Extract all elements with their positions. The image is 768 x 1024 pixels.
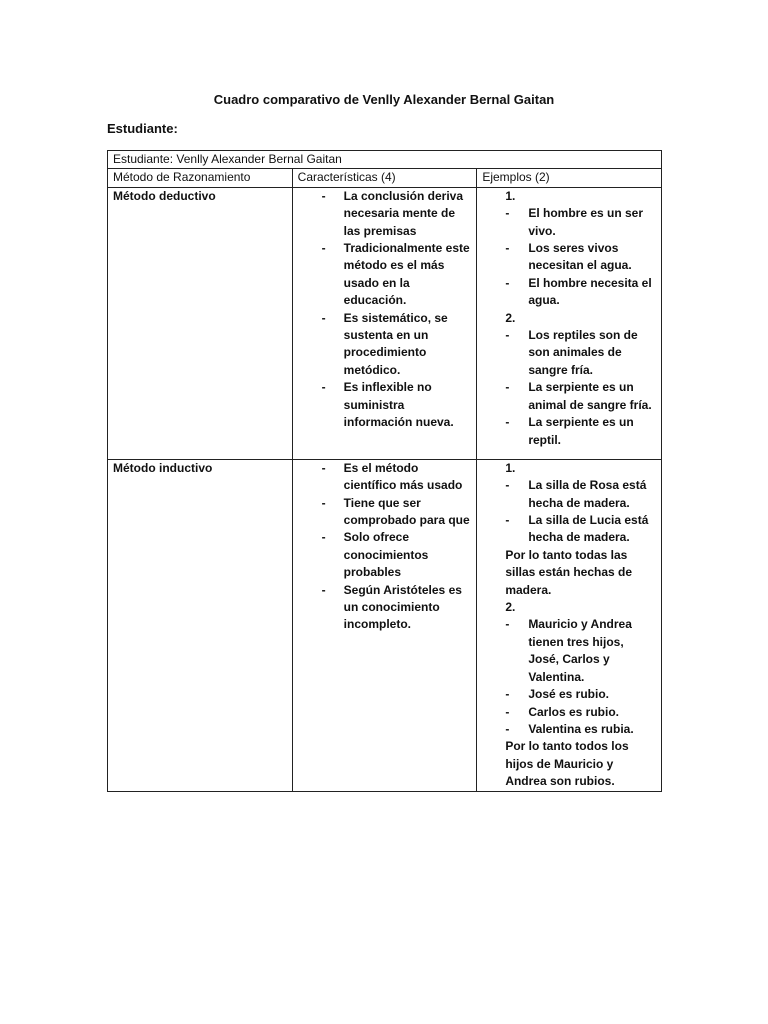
examples-list [482,188,656,449]
example-item [482,414,656,449]
dash-bullet: - [321,460,326,475]
characteristic-item [298,495,472,530]
dash-bullet: - [505,275,510,290]
characteristic-text: Es inflexible no suministra información nueva. [343,380,454,430]
characteristic-text: Tradicionalmente este método es el más usado en la educación. [343,241,470,308]
characteristic-text: Tiene que ser comprobado para que [343,495,470,528]
example-text: Los seres vivos necesitan el agua. [528,241,632,273]
example-item [482,240,656,275]
example-text: La silla de Lucia está hecha de madera. [528,513,649,545]
example-number: 1. [505,188,516,203]
table-row [108,459,662,791]
example-text: Los reptiles son de son animales de sangre fría. [528,328,638,377]
characteristic-text: La conclusión deriva necesaria mente de las premisas [343,188,464,238]
column-header-examples: Ejemplos (2) [477,169,662,187]
column-header-method: Método de Razonamiento [108,169,293,187]
table-student-row [108,151,662,169]
characteristics-list [298,188,472,432]
example-item [482,327,656,379]
example-number: 2. [505,310,516,325]
dash-bullet: - [505,721,510,736]
student-name-cell: Estudiante: Venlly Alexander Bernal Gaitan [108,151,662,169]
characteristics-cell [292,459,477,791]
comparison-table [107,150,662,792]
example-text: Valentina es rubia. [528,721,634,736]
characteristic-item [298,582,472,634]
column-header-characteristics: Características (4) [292,169,477,187]
dash-bullet: - [321,380,326,395]
dash-bullet: - [505,380,510,395]
characteristic-item [298,379,472,431]
dash-bullet: - [505,513,510,528]
dash-bullet: - [505,415,510,430]
example-text: La serpiente es un animal de sangre fría. [528,380,652,412]
characteristic-text: Es sistemático, se sustenta en un procedimiento metódico. [343,310,448,377]
example-number: 1. [505,460,516,475]
dash-bullet: - [505,687,510,702]
example-item [482,686,656,703]
table-row [108,187,662,459]
characteristic-item [298,460,472,495]
method-cell: Método deductivo [108,187,293,459]
example-item [482,275,656,310]
dash-bullet: - [321,188,326,203]
characteristic-item [298,188,472,240]
dash-bullet: - [505,206,510,221]
examples-list [482,460,656,791]
example-text: José es rubio. [528,687,610,702]
example-item [482,379,656,414]
characteristic-item [298,310,472,380]
example-item [482,616,656,686]
dash-bullet: - [505,241,510,256]
dash-bullet: - [505,617,510,632]
dash-bullet: - [505,704,510,719]
characteristic-text: Según Aristóteles es un conocimiento incompleto. [343,582,462,632]
characteristic-item [298,529,472,581]
example-item [482,512,656,547]
dash-bullet: - [505,478,510,493]
example-item [482,721,656,738]
dash-bullet: - [321,530,326,545]
method-cell: Método inductivo [108,459,293,791]
examples-cell [477,187,662,459]
characteristic-text: Es el método científico más usado [343,460,463,493]
example-text: Carlos es rubio. [528,704,620,719]
example-text: El hombre necesita el agua. [528,275,652,308]
characteristic-item [298,240,472,310]
example-text: Mauricio y Andrea tienen tres hijos, José, Carlos y Valentina. [528,617,632,684]
document-title: Cuadro comparativo de Venlly Alexander Bernal Gaitan [213,92,555,107]
characteristics-list [298,460,472,634]
characteristic-text: Solo ofrece conocimientos probables [343,530,429,580]
dash-bullet: - [321,310,326,325]
example-text: El hombre es un ser vivo. [528,206,644,238]
example-conclusion: Por lo tanto todas las sillas están hechas de madera. [505,547,633,597]
dash-bullet: - [505,328,510,343]
dash-bullet: - [321,582,326,597]
table-header-row [108,169,662,187]
example-conclusion: Por lo tanto todos los hijos de Mauricio y Andrea son rubios. [505,739,629,789]
example-text: La serpiente es un reptil. [528,415,634,447]
example-text: La silla de Rosa está hecha de madera. [528,478,647,510]
student-label: Estudiante: [107,121,178,136]
characteristics-cell [292,187,477,459]
example-item [482,477,656,512]
example-conclusion: 2. [505,600,516,615]
example-item [482,205,656,240]
dash-bullet: - [321,495,326,510]
example-item [482,704,656,721]
dash-bullet: - [321,241,326,256]
examples-cell [477,459,662,791]
